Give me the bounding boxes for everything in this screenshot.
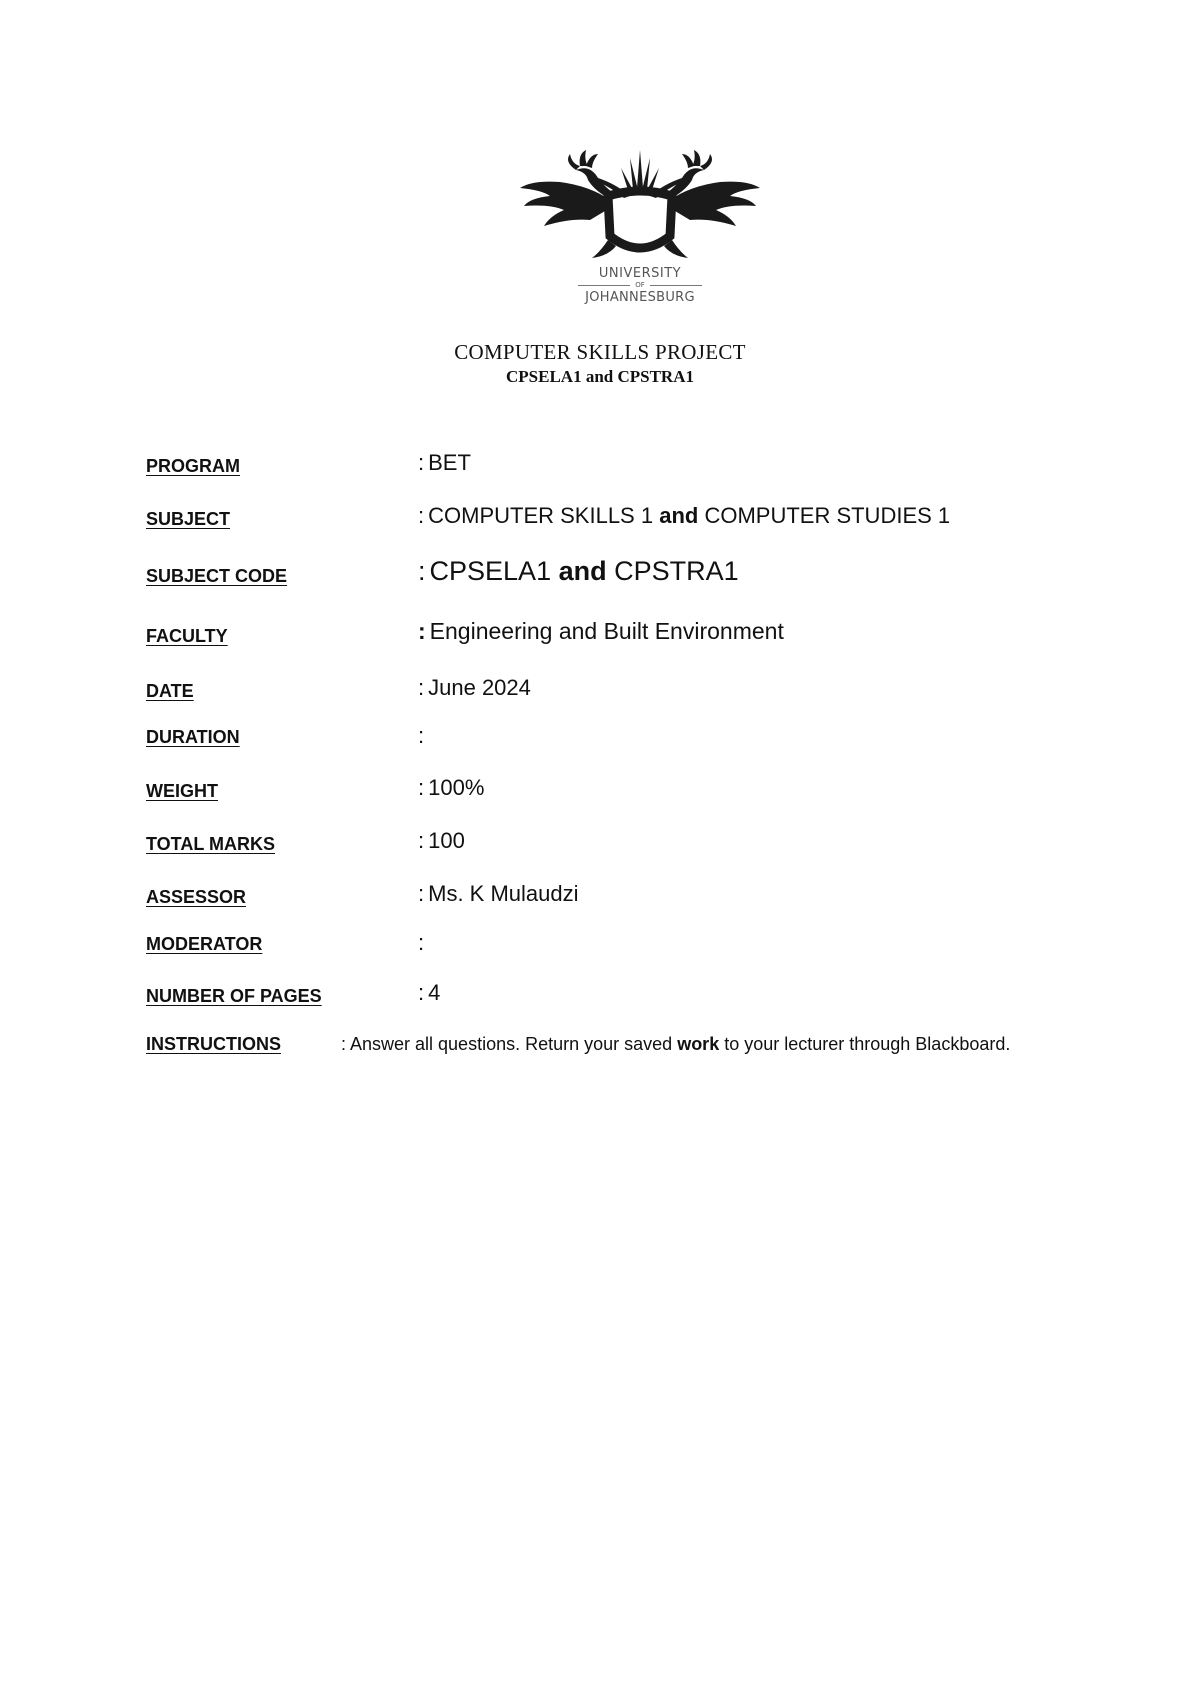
field-value-program xyxy=(418,450,471,476)
subject-code-value-bold: and xyxy=(558,556,607,586)
field-value-faculty xyxy=(418,618,784,645)
logo-of-row xyxy=(520,282,760,289)
field-label-assessor: ASSESSOR xyxy=(146,887,247,907)
university-logo xyxy=(520,148,760,318)
subject-code-value-part2: CPSTRA1 xyxy=(606,556,739,586)
field-colon: : xyxy=(418,503,425,528)
field-colon: : xyxy=(418,450,425,475)
field-label-instructions: INSTRUCTIONS xyxy=(146,1034,281,1054)
field-label-number-of-pages: NUMBER OF PAGES xyxy=(146,986,322,1006)
subject-value-part2: COMPUTER STUDIES 1 xyxy=(698,503,951,528)
field-value-duration xyxy=(418,723,428,749)
field-colon: : xyxy=(418,828,425,853)
subject-code-value-part1: CPSELA1 xyxy=(429,556,559,586)
field-value-weight xyxy=(418,775,484,801)
instructions-text-bold: work xyxy=(677,1034,720,1054)
logo-wordmark xyxy=(520,267,760,304)
field-label-subject: SUBJECT xyxy=(146,509,231,529)
assessor-value: Ms. K Mulaudzi xyxy=(428,881,579,906)
logo-of-text: OF xyxy=(635,281,645,289)
field-value-number-of-pages xyxy=(418,980,440,1006)
field-label-duration: DURATION xyxy=(146,727,240,747)
field-value-date xyxy=(418,675,531,701)
document-subtitle: CPSELA1 and CPSTRA1 xyxy=(506,367,694,386)
logo-university-text: UNIVERSITY xyxy=(598,266,682,281)
field-label-moderator: MODERATOR xyxy=(146,934,263,954)
field-label-date: DATE xyxy=(146,681,194,701)
field-value-subject xyxy=(418,503,950,529)
field-colon: : xyxy=(418,980,425,1005)
program-value: BET xyxy=(428,450,471,475)
instructions-block xyxy=(146,1030,1086,1059)
instructions-text-part1: : Answer all questions. Return your saved xyxy=(341,1034,678,1054)
field-value-assessor xyxy=(418,881,579,907)
weight-value: 100% xyxy=(428,775,485,800)
instructions-text-part2: to your lecturer through Blackboard. xyxy=(719,1034,1011,1054)
field-value-moderator xyxy=(418,930,428,956)
field-colon: : xyxy=(418,930,425,955)
logo-johannesburg-text: JOHANNESBURG xyxy=(585,290,695,305)
document-title: COMPUTER SKILLS PROJECT xyxy=(454,340,746,364)
field-label-weight: WEIGHT xyxy=(146,781,218,801)
field-value-subject-code xyxy=(418,556,739,587)
field-colon: : xyxy=(418,775,425,800)
faculty-value: Engineering and Built Environment xyxy=(429,618,784,644)
field-colon: : xyxy=(418,723,425,748)
title-block xyxy=(0,340,1200,387)
total-marks-value: 100 xyxy=(428,828,465,853)
subject-value-part1: COMPUTER SKILLS 1 xyxy=(428,503,660,528)
field-label-total-marks: TOTAL MARKS xyxy=(146,834,275,854)
field-label-subject-code: SUBJECT CODE xyxy=(146,566,288,586)
university-crest-icon xyxy=(520,148,760,263)
date-value: June 2024 xyxy=(428,675,531,700)
field-colon: : xyxy=(418,556,426,586)
number-of-pages-value: 4 xyxy=(428,980,441,1005)
field-colon: : xyxy=(418,618,426,644)
field-colon: : xyxy=(418,881,425,906)
subject-value-bold: and xyxy=(659,503,699,528)
field-colon: : xyxy=(418,675,425,700)
logo-rule-left xyxy=(578,285,630,286)
field-value-total-marks xyxy=(418,828,465,854)
field-label-program: PROGRAM xyxy=(146,456,240,476)
field-label-faculty: FACULTY xyxy=(146,626,228,646)
logo-rule-right xyxy=(650,285,702,286)
